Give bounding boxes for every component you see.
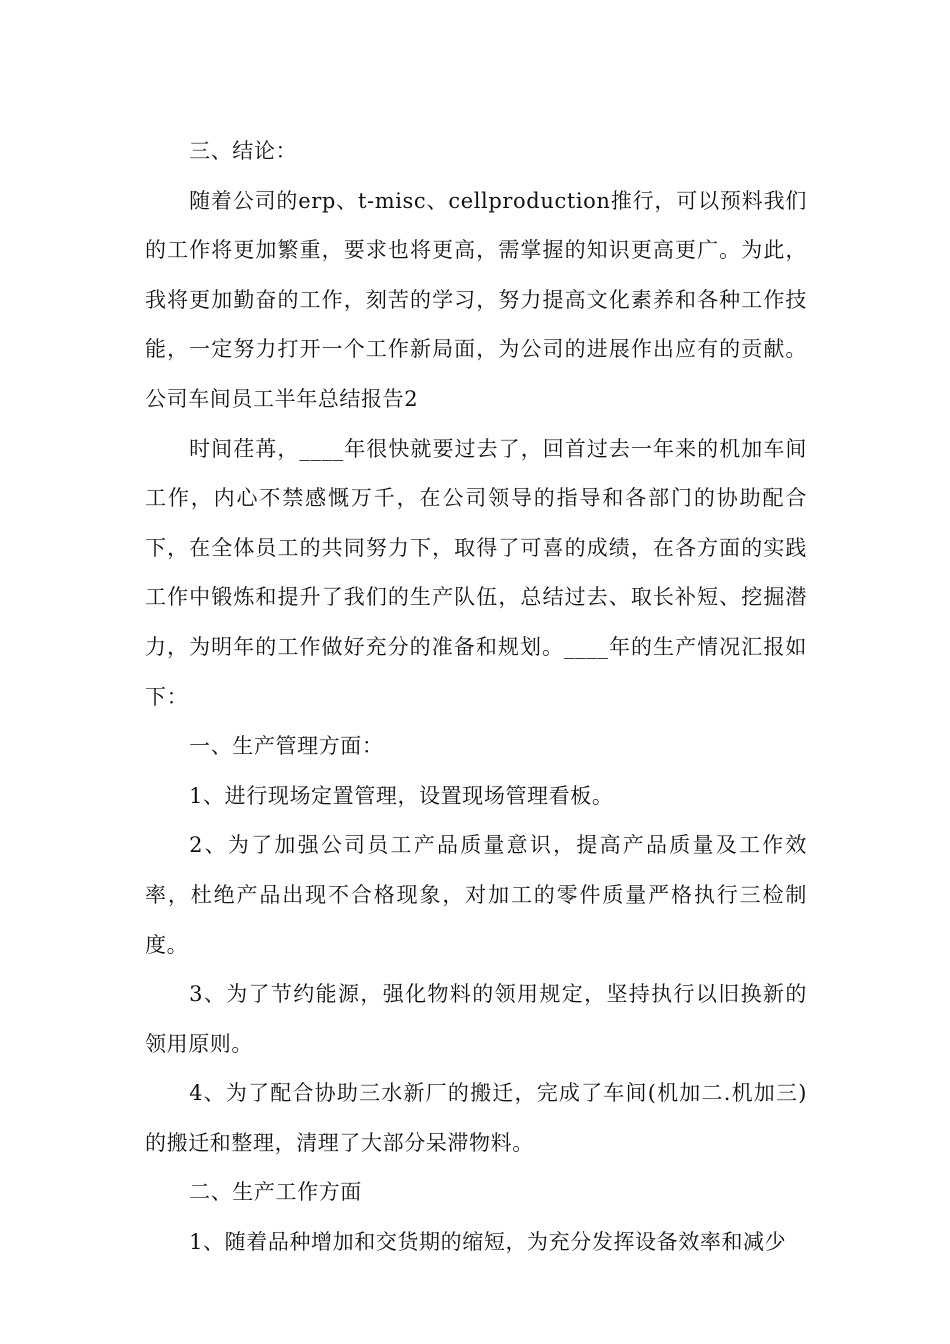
list-item-1: 1、进行现场定置管理，设置现场管理看板。 (189, 783, 614, 808)
list-item-work-1: 1、随着品种增加和交货期的缩短，为充分发挥设备效率和减少 (189, 1230, 787, 1255)
paragraph-conclusion-text: 随着公司的erp、t-misc、cellproduction推行，可以预料我们的工作将更加繁重，要求也将更高，需掌握的知识更高更广。为此，我将更加勤奋的工作，刻苦的学习，努力提高文化素养和各种工作技能，一定努力打开一个工作新局面，为公司的进展作出应有的贡献。公司车间员工半年总结报告2 (145, 188, 807, 411)
paragraph-introduction: 时间荏苒，____年很快就要过去了，回首过去一年来的机加车间工作，内心不禁感慨万千，在公司领导的指导和各部门的协助配合下，在全体员工的共同努力下，取得了可喜的成绩，在各方面的实践工作中锻炼和提升了我们的生产队伍，总结过去、取长补短、挖掘潜力，为明年的工作做好充分的准备和规划。____年的生产情况汇报如下： (145, 436, 807, 709)
document-body (145, 127, 807, 1268)
list-item-4: 4、为了配合协助三水新厂的搬迁，完成了车间(机加二.机加三)的搬迁和整理，清理了大部分呆滞物料。 (145, 1081, 807, 1155)
section-heading-production-work: 二、生产工作方面 (189, 1180, 362, 1205)
section-heading-production-management: 一、生产管理方面： (189, 734, 384, 759)
list-item-2: 2、为了加强公司员工产品质量意识，提高产品质量及工作效率，杜绝产品出现不合格现象，对加工的零件质量严格执行三检制度。 (145, 833, 807, 957)
section-heading-conclusion: 三、结论： (189, 139, 298, 163)
list-item-3: 3、为了节约能源，强化物料的领用规定，坚持执行以旧换新的领用原则。 (145, 982, 807, 1056)
